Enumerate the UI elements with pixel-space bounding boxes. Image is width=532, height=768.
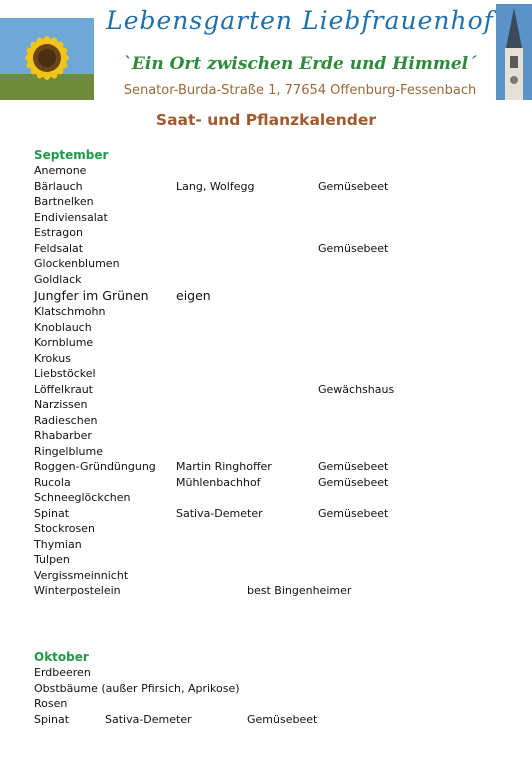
row-plant: Endiviensalat: [34, 210, 108, 224]
calendar-row: [34, 320, 108, 336]
row-plant: Krokus: [34, 351, 71, 365]
sunflower-image: [0, 18, 94, 100]
row-source: Sativa-Demeter: [105, 712, 192, 726]
row-place: Gemüsebeet: [318, 475, 389, 489]
section-september: [34, 148, 395, 599]
row-plant: Rosen: [34, 697, 68, 710]
site-title: Lebensgarten Liebfrauenhof: [106, 6, 494, 35]
row-plant: Klatschmohn: [34, 305, 106, 318]
row-place: Gemüsebeet: [318, 241, 389, 255]
calendar-row: [34, 256, 120, 272]
row-plant: Radieschen: [34, 413, 98, 427]
row-plant: Bärlauch: [34, 179, 83, 193]
row-place: Gemüsebeet: [318, 506, 389, 520]
row-plant: Rhabarber: [34, 429, 92, 442]
row-note: best Bingenheimer: [247, 584, 352, 597]
row-plant: Erdbeeren: [34, 666, 91, 679]
calendar-row: [34, 583, 352, 599]
calendar-row: [34, 272, 108, 288]
church-tower-image: [496, 4, 532, 100]
row-plant: Roggen-Gründüngung: [34, 460, 156, 473]
row-plant: Narzissen: [34, 398, 88, 411]
calendar-row: [34, 194, 108, 210]
row-place: Gemüsebeet: [247, 712, 318, 726]
row-plant: Stockrosen: [34, 522, 95, 535]
row-plant: Bartnelken: [34, 195, 94, 208]
calendar-row: [34, 444, 108, 460]
calendar-row: [34, 413, 108, 429]
row-plant: Spinat: [34, 712, 70, 726]
calendar-row: [34, 225, 108, 241]
calendar-row: [34, 428, 108, 444]
section-oktober: [34, 650, 318, 727]
calendar-row: [34, 179, 389, 195]
calendar-row: [34, 459, 389, 475]
row-plant: Vergissmeinnicht: [34, 568, 129, 582]
row-plant: Winterpostelein: [34, 584, 121, 597]
row-plant: Rucola: [34, 475, 71, 489]
calendar-row: [34, 351, 108, 367]
calendar-row: [34, 568, 129, 584]
row-source: eigen: [176, 288, 211, 303]
calendar-row: [34, 304, 108, 320]
row-plant: Jungfer im Grünen: [34, 288, 149, 303]
page-header: [0, 0, 532, 104]
row-plant: Spinat: [34, 506, 70, 520]
row-place: Gemüsebeet: [318, 460, 389, 473]
calendar-row: [34, 521, 108, 537]
calendar-row: [34, 163, 108, 179]
site-subtitle: `Ein Ort zwischen Erde und Himmel´: [123, 54, 477, 74]
row-source: Martin Ringhoffer: [176, 460, 272, 473]
row-plant: Tulpen: [34, 553, 70, 566]
calendar-row: [34, 397, 108, 413]
calendar-row: [34, 665, 89, 681]
row-source: Sativa-Demeter: [176, 506, 263, 520]
document-title: Saat- und Pflanzkalender: [155, 111, 377, 129]
calendar-row: [34, 696, 89, 712]
row-plant: Kornblume: [34, 336, 94, 349]
row-source: Lang, Wolfegg: [176, 179, 255, 193]
row-place: Gewächshaus: [318, 382, 395, 396]
row-plant: Löffelkraut: [34, 382, 93, 396]
row-plant: Liebstöckel: [34, 367, 96, 380]
calendar-row: [34, 210, 108, 226]
row-plant: Thymian: [34, 537, 82, 551]
row-place: Gemüsebeet: [318, 179, 389, 193]
calendar-row: [34, 335, 108, 351]
row-plant: Goldlack: [34, 272, 82, 286]
calendar-row: [34, 506, 389, 522]
row-plant: Ringelblume: [34, 444, 103, 458]
row-plant: Estragon: [34, 226, 83, 239]
calendar-row: [34, 382, 395, 398]
section-heading: Oktober: [34, 650, 89, 664]
row-plant: Glockenblumen: [34, 257, 120, 270]
row-plant: Anemone: [34, 164, 87, 177]
row-plant: Knoblauch: [34, 320, 92, 334]
calendar-row: [34, 537, 108, 553]
calendar-row: [34, 712, 318, 728]
calendar-row: [34, 475, 389, 491]
calendar-row: [34, 366, 108, 382]
calendar-row: [34, 287, 211, 304]
calendar-row: [34, 552, 108, 568]
calendar-row: [34, 681, 240, 697]
calendar-row: [34, 241, 389, 257]
section-heading: September: [34, 148, 109, 162]
calendar-row: [34, 490, 131, 506]
row-plant: Feldsalat: [34, 241, 84, 255]
row-plant: Obstbäume (außer Pfirsich, Aprikose): [34, 681, 240, 695]
row-plant: Schneeglöckchen: [34, 491, 131, 504]
row-source: Mühlenbachhof: [176, 475, 261, 489]
site-address: Senator-Burda-Straße 1, 77654 Offenburg-Fessenbach: [123, 83, 477, 98]
